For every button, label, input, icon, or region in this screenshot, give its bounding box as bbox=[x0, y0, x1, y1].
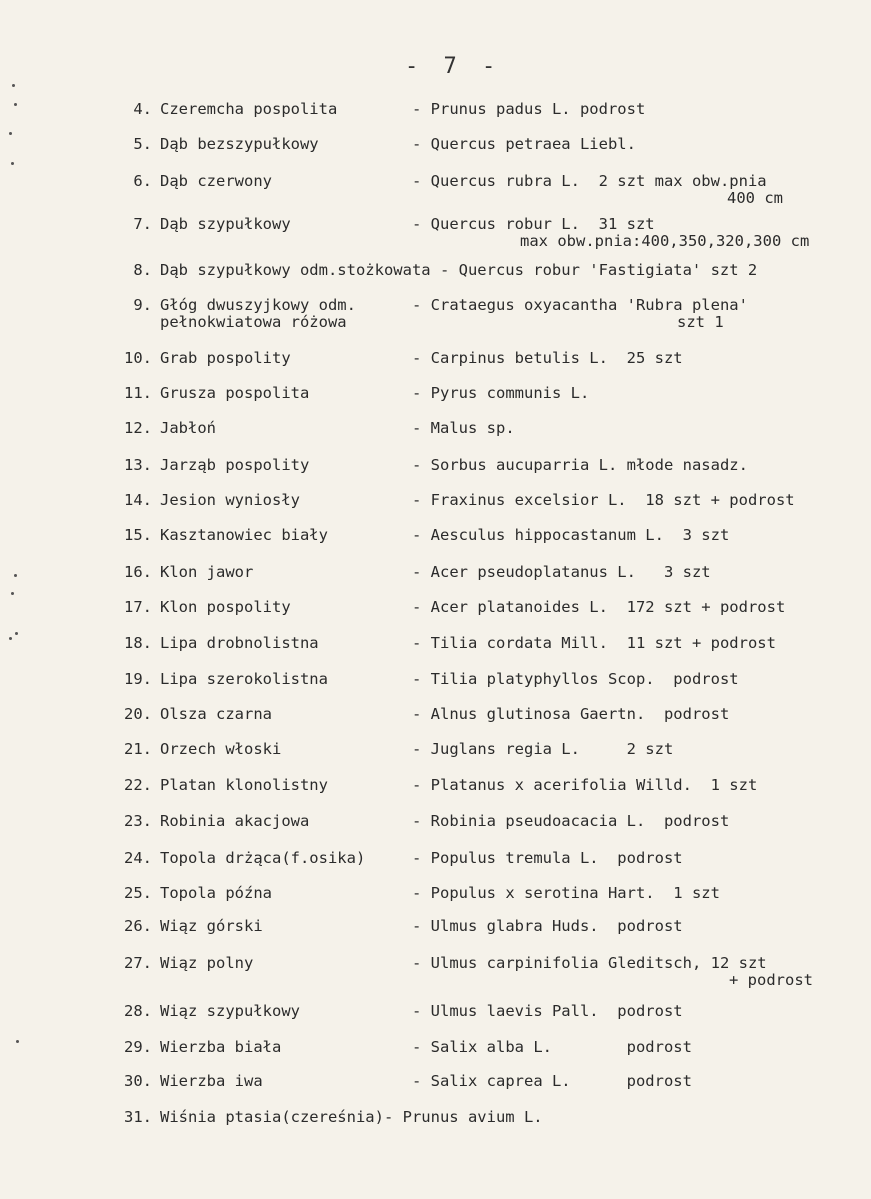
latin-name: - Sorbus aucuparria L. młode nasadz. bbox=[412, 456, 748, 474]
item-number: 15. bbox=[124, 526, 152, 544]
list-item bbox=[0, 526, 871, 566]
item-number: 7. bbox=[133, 215, 152, 233]
item-number: 5. bbox=[133, 135, 152, 153]
polish-name: Jesion wyniosły bbox=[160, 491, 300, 509]
polish-name: Dąb bezszypułkowy bbox=[160, 135, 319, 153]
polish-name: Topola późna bbox=[160, 884, 272, 902]
latin-name: - Pyrus communis L. bbox=[412, 384, 590, 402]
polish-name: Głóg dwuszyjkowy odm. bbox=[160, 296, 356, 314]
list-item bbox=[0, 598, 871, 638]
list-item bbox=[0, 100, 871, 140]
polish-name: Grusza pospolita bbox=[160, 384, 310, 402]
latin-name: - Tilia platyphyllos Scop. podrost bbox=[412, 670, 739, 688]
item-number: 19. bbox=[124, 670, 152, 688]
item-number: 6. bbox=[133, 172, 152, 190]
item-number: 11. bbox=[124, 384, 152, 402]
polish-name: Wiąz polny bbox=[160, 954, 254, 972]
polish-name: Lipa drobnolistna bbox=[160, 634, 319, 652]
item-number: 18. bbox=[124, 634, 152, 652]
list-item bbox=[0, 563, 871, 603]
item-number: 23. bbox=[124, 812, 152, 830]
polish-name: Robinia akacjowa bbox=[160, 812, 310, 830]
polish-name: Klon pospolity bbox=[160, 598, 291, 616]
latin-name-continuation: + podrost bbox=[729, 971, 813, 989]
latin-name: - Juglans regia L. 2 szt bbox=[412, 740, 674, 758]
latin-name: - Alnus glutinosa Gaertn. podrost bbox=[412, 705, 730, 723]
latin-name: - Salix caprea L. podrost bbox=[412, 1072, 692, 1090]
polish-name: Dąb szypułkowy odm.stożkowata - Quercus robur 'Fastigiata' szt 2 bbox=[160, 261, 758, 279]
latin-name: - Ulmus laevis Pall. podrost bbox=[412, 1002, 683, 1020]
latin-name: - Quercus petraea Liebl. bbox=[412, 135, 636, 153]
latin-name: - Tilia cordata Mill. 11 szt + podrost bbox=[412, 634, 776, 652]
polish-name: Jarząb pospolity bbox=[160, 456, 310, 474]
list-item bbox=[0, 917, 871, 957]
margin-mark bbox=[12, 84, 15, 87]
item-number: 8. bbox=[133, 261, 152, 279]
item-number: 21. bbox=[124, 740, 152, 758]
polish-name: Wierzba biała bbox=[160, 1038, 282, 1056]
list-item bbox=[0, 172, 871, 212]
latin-name: - Prunus padus L. podrost bbox=[412, 100, 646, 118]
polish-name: Dąb szypułkowy bbox=[160, 215, 291, 233]
latin-name: - Fraxinus excelsior L. 18 szt + podrost bbox=[412, 491, 795, 509]
item-number: 31. bbox=[124, 1108, 152, 1126]
polish-name: Czeremcha pospolita bbox=[160, 100, 338, 118]
list-item bbox=[0, 491, 871, 531]
item-number: 4. bbox=[133, 100, 152, 118]
item-number: 20. bbox=[124, 705, 152, 723]
list-item bbox=[0, 849, 871, 889]
latin-name: - Robinia pseudoacacia L. podrost bbox=[412, 812, 730, 830]
latin-name: - Quercus robur L. 31 szt bbox=[412, 215, 655, 233]
polish-name: Olsza czarna bbox=[160, 705, 272, 723]
latin-name-continuation: 400 cm bbox=[727, 189, 783, 207]
list-item bbox=[0, 296, 871, 336]
latin-name: - Acer pseudoplatanus L. 3 szt bbox=[412, 563, 711, 581]
latin-name: - Ulmus glabra Huds. podrost bbox=[412, 917, 683, 935]
list-item bbox=[0, 776, 871, 816]
latin-name: - Acer platanoides L. 172 szt + podrost bbox=[412, 598, 786, 616]
polish-name: Wiąz szypułkowy bbox=[160, 1002, 300, 1020]
polish-name: Wiśnia ptasia(czereśnia)- Prunus avium L. bbox=[160, 1108, 543, 1126]
latin-name-continuation: szt 1 bbox=[677, 313, 724, 331]
polish-name: Topola drżąca(f.osika) bbox=[160, 849, 366, 867]
list-item bbox=[0, 261, 871, 301]
polish-name: Grab pospolity bbox=[160, 349, 291, 367]
latin-name: - Populus tremula L. podrost bbox=[412, 849, 683, 867]
item-number: 14. bbox=[124, 491, 152, 509]
item-number: 13. bbox=[124, 456, 152, 474]
polish-name: Jabłoń bbox=[160, 419, 216, 437]
list-item bbox=[0, 215, 871, 255]
list-item bbox=[0, 456, 871, 496]
latin-name: - Quercus rubra L. 2 szt max obw.pnia bbox=[412, 172, 767, 190]
polish-name: Klon jawor bbox=[160, 563, 254, 581]
list-item bbox=[0, 1002, 871, 1042]
latin-name: - Platanus x acerifolia Willd. 1 szt bbox=[412, 776, 758, 794]
list-item bbox=[0, 954, 871, 994]
list-item bbox=[0, 349, 871, 389]
page-number: - 7 - bbox=[405, 54, 502, 79]
polish-name: Kasztanowiec biały bbox=[160, 526, 328, 544]
polish-name: Lipa szerokolistna bbox=[160, 670, 328, 688]
latin-name: - Populus x serotina Hart. 1 szt bbox=[412, 884, 720, 902]
latin-name: - Malus sp. bbox=[412, 419, 515, 437]
item-number: 26. bbox=[124, 917, 152, 935]
polish-name: Platan klonolistny bbox=[160, 776, 328, 794]
polish-name: Dąb czerwony bbox=[160, 172, 272, 190]
latin-name: - Aesculus hippocastanum L. 3 szt bbox=[412, 526, 730, 544]
polish-name: Wierzba iwa bbox=[160, 1072, 263, 1090]
list-item bbox=[0, 384, 871, 424]
latin-name-continuation: max obw.pnia:400,350,320,300 cm bbox=[520, 232, 810, 250]
latin-name: - Salix alba L. podrost bbox=[412, 1038, 692, 1056]
list-item bbox=[0, 740, 871, 780]
list-item bbox=[0, 1108, 871, 1148]
item-number: 29. bbox=[124, 1038, 152, 1056]
polish-name-continuation: pełnokwiatowa różowa bbox=[160, 313, 347, 331]
list-item bbox=[0, 419, 871, 459]
item-number: 24. bbox=[124, 849, 152, 867]
list-item bbox=[0, 705, 871, 745]
item-number: 12. bbox=[124, 419, 152, 437]
item-number: 30. bbox=[124, 1072, 152, 1090]
list-item bbox=[0, 634, 871, 674]
list-item bbox=[0, 812, 871, 852]
item-number: 22. bbox=[124, 776, 152, 794]
polish-name: Wiąz górski bbox=[160, 917, 263, 935]
item-number: 27. bbox=[124, 954, 152, 972]
polish-name: Orzech włoski bbox=[160, 740, 282, 758]
item-number: 9. bbox=[133, 296, 152, 314]
item-number: 17. bbox=[124, 598, 152, 616]
list-item bbox=[0, 670, 871, 710]
list-item bbox=[0, 135, 871, 175]
item-number: 10. bbox=[124, 349, 152, 367]
list-item bbox=[0, 1072, 871, 1112]
latin-name: - Crataegus oxyacantha 'Rubra plena' bbox=[412, 296, 748, 314]
latin-name: - Carpinus betulis L. 25 szt bbox=[412, 349, 683, 367]
item-number: 28. bbox=[124, 1002, 152, 1020]
item-number: 25. bbox=[124, 884, 152, 902]
item-number: 16. bbox=[124, 563, 152, 581]
latin-name: - Ulmus carpinifolia Gleditsch, 12 szt bbox=[412, 954, 767, 972]
